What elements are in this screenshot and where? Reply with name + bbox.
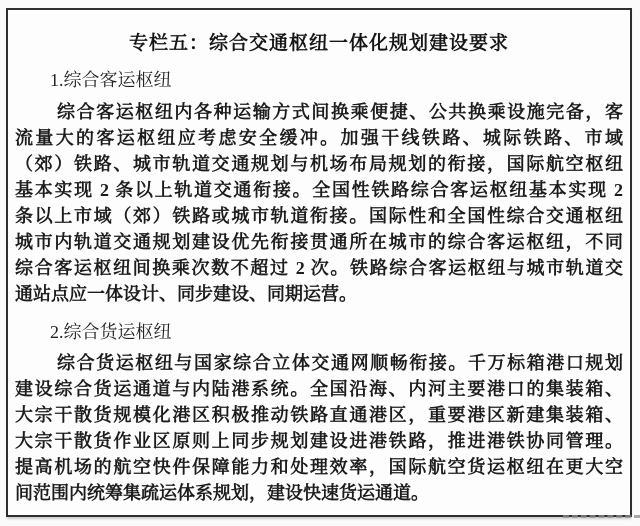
paragraph-line: 综合货运枢纽与国家综合立体交通网顺畅衔接。千万标箱港口规划 [57, 353, 623, 373]
paragraph-line: 综合客运枢纽内各种运输方式间换乘便捷、公共换乘设施完备，客 [57, 102, 623, 122]
paragraph-freight-hub [15, 350, 623, 506]
page-edge-dashed-artifact [563, 515, 640, 518]
paragraph-passenger-hub [15, 99, 623, 307]
paragraph-line: 通站点应一体设计、同步建设、同期运营。 [15, 284, 357, 304]
paragraph-line: 基本实现 2 条以上轨道交通衔接。全国性铁路综合客运枢纽基本实现 2 [15, 180, 623, 200]
column-callout-box [6, 8, 632, 517]
section-heading-passenger: 1.综合客运枢纽 [50, 70, 172, 90]
box-title: 专栏五：综合交通枢纽一体化规划建设要求 [128, 33, 509, 54]
paragraph-line: 提高机场的航空快件保障能力和处理效率，国际航空货运枢纽在更大空 [15, 457, 623, 477]
section-heading-freight: 2.综合货运枢纽 [50, 322, 172, 342]
paragraph-line: （郊）铁路、城市轨道交通规划与机场布局规划的衔接，国际航空枢纽 [15, 154, 623, 174]
paragraph-line: 建设综合货运通道与内陆港系统。全国沿海、内河主要港口的集装箱、 [15, 379, 623, 399]
paragraph-line: 综合客运枢纽间换乘次数不超过 2 次。铁路综合客运枢纽与城市轨道交 [15, 258, 623, 278]
paragraph-line: 条以上市域（郊）铁路或城市轨道衔接。国际性和全国性综合交通枢纽 [15, 206, 623, 226]
paragraph-line: 流量大的客运枢纽应考虑安全缓冲。加强干线铁路、城际铁路、市域 [15, 128, 623, 148]
paragraph-line: 大宗干散货作业区原则上同步规划建设进港铁路，推进港铁协同管理。 [15, 431, 623, 451]
paragraph-line: 城市内轨道交通规划建设优先衔接贯通所在城市的综合客运枢纽，不同 [15, 232, 623, 252]
paragraph-line: 间范围内统筹集疏运体系规划，建设快速货运通道。 [15, 483, 429, 503]
paragraph-line: 大宗干散货规模化港区积极推动铁路直通港区，重要港区新建集装箱、 [15, 405, 623, 425]
